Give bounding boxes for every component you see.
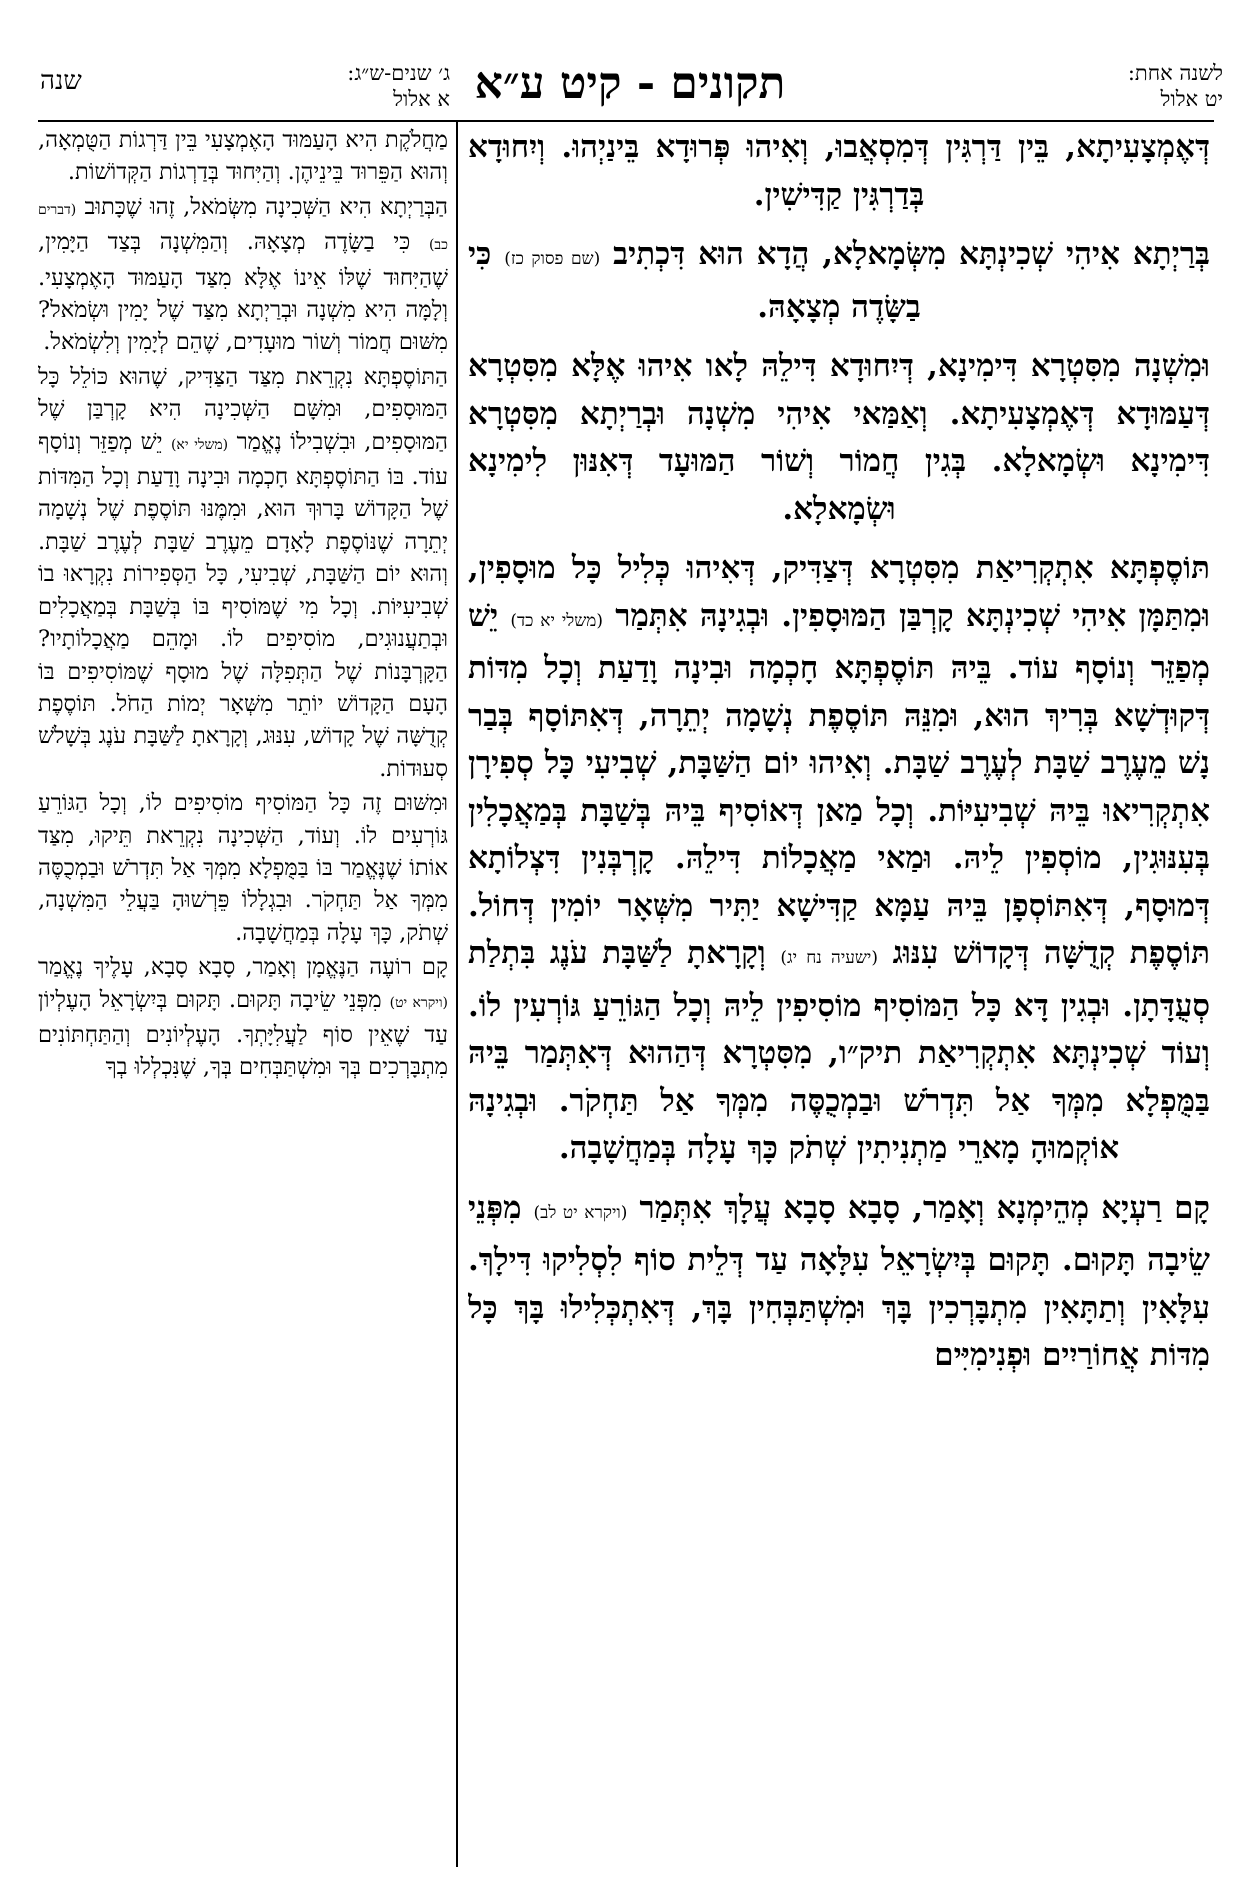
- aramaic-text-column: [468, 124, 1210, 1876]
- header-schedule-right: [1003, 60, 1223, 112]
- main-paragraph-5: קָם רַעְיָא מְהֵימְנָא וְאָמַר, סָבָא סָבָא עֲלָךְ אִתְּמַר (ויקרא יט לב) מִפְּנֵי שֵׂיבָה תָּקוּם. תָּקוּם בְּיִשְׂרָאֵל עִלָּאָה עַד דְּלֵית סוֹף לִסְלִיקוּ דִּילָךְ. עִלָּאִין וְתַתָּאִין מִתְבָּרְכִין בָּךְ וּמִשְׁתַּבְּחִין בָּךְ, דְּאִתְכְּלִילוּ בָּךְ כָּל מִדּוֹת אֲחוֹרַיִים וּפְנִימִיִּים: [468, 1189, 1210, 1373]
- side-paragraph-1: מַחֲלֹקֶת הִיא הָעַמּוּד הָאֶמְצָעִי בֵּין דַּרְגוֹת הַטֻּמְאָה, וְהוּא הַפֵּרוּד בֵּינֵיהֶן. וְהַיִּחוּד בְּדַרְגוֹת הַקְּדוֹשׁוֹת.: [38, 127, 448, 186]
- verse-reference: (משלי יא): [170, 436, 229, 453]
- side-paragraph-3: הַתּוֹסֶפְתָּא נִקְרֵאת מִצַּד הַצַּדִּיק, שֶׁהוּא כּוֹלֵל כָּל הַמּוּסָפִים, וּמִשָּׁם הַשְּׁכִינָה הִיא קָרְבַּן שֶׁל הַמּוּסָפִים, וּבִשְׁבִילוֹ נֶאֱמַר (משלי יא) יֵשׁ מְפַזֵּר וְנוֹסָף עוֹד. בּוֹ הַתּוֹסֶפְתָּא חָכְמָה וּבִינָה וָדַעַת וְכָל הַמִּדּוֹת שֶׁל הַקָּדוֹשׁ בָּרוּךְ הוּא, וּמִמֶּנּוּ תּוֹסֶפֶת שֶׁל נְשָׁמָה יְתֵרָה שֶׁנּוֹסֶפֶת לָאָדָם מֵעֶרֶב שַׁבָּת לְעֶרֶב שַׁבָּת. וְהוּא יוֹם הַשַּׁבָּת, שְׁבִיעִי, כָּל הַסְּפִירוֹת נִקְרָאוּ בוֹ שְׁבִיעִיּוֹת. וְכָל מִי שֶׁמּוֹסִיף בּוֹ בְּשַׁבָּת בְּמַאֲכָלִים וּבְתַעֲנוּגִים, מוֹסִיפִים לוֹ. וּמָהֵם מַאֲכָלוֹתָיו? הַקָּרְבָּנוֹת שֶׁל הַתְּפִלָּה שֶׁל מוּסָף שֶׁמּוֹסִיפִים בּוֹ הָעָם הַקָּדוֹשׁ יוֹתֵר מִשְּׁאָר יְמוֹת הַחֹל. תּוֹסֶפֶת קְדֻשָּׁה שֶׁל קָדוֹשׁ, עִנּוּג, וְקָרָאתָ לַשַּׁבָּת עֹנֶג בְּשָׁלֹשׁ סְעוּדוֹת.: [38, 363, 448, 782]
- header-year-label: שנה: [40, 66, 82, 96]
- verse-reference: (משלי יא כד): [510, 610, 603, 631]
- header-schedule-left-line1: ג׳ שנים-ש״ג:: [347, 61, 450, 85]
- main-paragraph-4: תּוֹסֶפְתָּא אִתְקְרִיאַת מִסִּטְרָא דְּצַדִּיק, דְּאִיהוּ כְּלִיל כָּל מוּסָפִין, וּמִתַּמָּן אִיהִי שְׁכִינְתָּא קָרְבַּן הַמּוּסָפִין. וּבְגִינָהּ אִתְּמַר (משלי יא כד) יֵשׁ מְפַזֵּר וְנוֹסָף עוֹד. בֵּיהּ תּוֹסֶפְתָּא חָכְמָה וּבִינָה וָדַעַת וְכָל מִדּוֹת דְּקוּדְשָׁא בְּרִיךְ הוּא, וּמִנֵּהּ תּוֹסֶפֶת נְשָׁמָה יְתֵרָה, דְּאִתּוֹסָף בְּבַר נָשׁ מֵעֶרֶב שַׁבָּת לְעֶרֶב שַׁבָּת. וְאִיהוּ יוֹם הַשַּׁבָּת, שְׁבִיעִי כָּל סְפִירָן אִתְקְרִיאוּ בֵּיהּ שְׁבִיעִיּוֹת. וְכָל מַאן דְּאוֹסִיף בֵּיהּ בְּשַׁבָּת בְּמַאֲכָלִין בְּעִנּוּגִין, מוֹסְפִין לֵיהּ. וּמַאי מַאֲכָלוֹת דִּילֵהּ. קָרְבְּנִין דִּצְלוֹתָא דְּמוּסָף, דְּאִתּוֹסְפָן בֵּיהּ עַמָּא קַדִּישָׁא יַתִּיר מִשְּׁאָר יוֹמִין דְּחוֹל. תּוֹסֶפֶת קְדֻשָּׁה דְּקָדוֹשׁ עִנּוּג (ישעיה נח יג) וְקָרָאתָ לַשַּׁבָּת עֹנֶג בִּתְלַת סְעֻדָּתָן. וּבְגִין דָּא כָּל הַמּוֹסִיף מוֹסִיפִין לֵיהּ וְכָל הַגּוֹרֵעַ גּוֹרְעִין לוֹ. וְעוֹד שְׁכִינְתָּא אִתְקְרִיאַת תיק״ו, מִסִּטְרָא דְּהַהוּא דְּאִתְּמַר בֵּיהּ בַּמֻּפְלָא מִמְּךָ אַל תִּדְרֹשׁ וּבַמְכֻסֶּה מִמְּךָ אַל תַּחְקֹר. וּבְגִינָהּ אוֹקְמוּהָ מָארֵי מַתְנִיתִין שְׁתֹק כָּךְ עָלָה בְּמַחֲשָׁבָה.: [468, 550, 1210, 1166]
- side-paragraph-2: הַבְּרַיְתָא הִיא הַשְּׁכִינָה מִשְּׂמֹאל, זֶהוּ שֶׁכָּתוּב (דברים כב) כִּי בַשָּׂדֶה מְצָאָהּ. וְהַמִּשְׁנָה בְּצַד הַיָּמִין, שֶׁהַיִּחוּד שֶׁלּוֹ אֵינוֹ אֶלָּא מִצַּד הָעַמּוּד הָאֶמְצָעִי. וְלָמָּה הִיא מִשְׁנָה וּבְרַיְתָא מִצַּד שֶׁל יָמִין וּשְׂמֹאל? מִשּׁוּם חֲמוֹר וְשׁוֹר מוּעָדִים, שֶׁהֵם לְיָמִין וְלִשְׂמֹאל.: [38, 193, 448, 356]
- page-header: [0, 0, 1253, 110]
- header-schedule-left: [150, 60, 450, 112]
- header-schedule-right-line1: לשנה אחת:: [1127, 61, 1223, 85]
- main-paragraph-2: בְּרַיְתָא אִיהִי שְׁכִינְתָּא מִשְּׂמָאלָא, הֲדָא הוּא דִּכְתִיב (שם פסוק כז) כִּי בַשָּׂדֶה מְצָאָהּ.: [468, 236, 1210, 325]
- verse-reference: (שם פסוק כז): [504, 249, 601, 269]
- verse-reference: (דברים כב): [38, 201, 448, 254]
- page-title: תקונים - קיט ע״א: [474, 58, 786, 109]
- hebrew-translation-column: [38, 124, 448, 1876]
- main-paragraph-1: דְּאֶמְצָעִיתָא, בֵּין דַּרְגִּין דְּמִסְאֲבוּ, וְאִיהוּ פְּרוּדָא בֵּינַיְהוּ. וְיִחוּדָא בְּדַרְגִּין קַדִּישִׁין.: [468, 129, 1210, 213]
- main-paragraph-3: וּמִשְׁנָה מִסִּטְרָא דִּימִינָא, דְּיִחוּדָא דִּילֵהּ לָאו אִיהוּ אֶלָּא מִסִּטְרָא דְּעַמּוּדָא דְּאֶמְצָעִיתָא. וְאַמַּאי אִיהִי מִשְׁנָה וּבְרַיְתָא מִסִּטְרָא דִּימִינָא וּשְׂמָאלָא. בְּגִין חֲמוֹר וְשׁוֹר הַמּוּעָד דְּאִנּוּן לִימִינָא וּשְׂמָאלָא.: [468, 348, 1210, 527]
- verse-reference: (ישעיה נח יג): [780, 948, 879, 968]
- verse-reference: (ויקרא יט לב): [533, 1202, 628, 1223]
- header-rule: [38, 120, 1214, 122]
- header-schedule-right-line2: יט אלול: [1160, 87, 1223, 111]
- side-paragraph-5: קָם רוֹעֶה הַנֶּאֱמָן וְאָמַר, סָבָא סָבָא, עָלֶיךָ נֶאֱמַר (ויקרא יט) מִפְּנֵי שֵׂיבָה תָּקוּם. תָּקוּם בְּיִשְׂרָאֵל הָעֶלְיוֹן עַד שֶׁאֵין סוֹף לַעֲלִיָּתְךָ. הָעֶלְיוֹנִים וְהַתַּחְתּוֹנִים מִתְבָּרְכִים בְּךָ וּמִשְׁתַּבְּחִים בְּךָ, שֶׁנִּכְלְלוּ בְךָ: [38, 954, 448, 1081]
- verse-reference: (ויקרא יט): [389, 994, 448, 1011]
- header-schedule-left-line2: א אלול: [393, 87, 450, 111]
- side-paragraph-4: וּמִשּׁוּם זֶה כָּל הַמּוֹסִיף מוֹסִיפִים לוֹ, וְכָל הַגּוֹרֵעַ גּוֹרְעִים לוֹ. וְעוֹד, הַשְּׁכִינָה נִקְרֵאת תֵּיקוּ, מִצַּד אוֹתוֹ שֶׁנֶּאֱמַר בּוֹ בַּמֻּפְלָא מִמְּךָ אַל תִּדְרֹשׁ וּבַמְכֻסֶּה מִמְּךָ אַל תַּחְקֹר. וּבִגְלָלוֹ פֵּרְשׁוּהָ בַּעֲלֵי הַמִּשְׁנָה, שְׁתֹק, כָּךְ עָלָה בְּמַחֲשָׁבָה.: [38, 790, 448, 946]
- column-separator: [456, 122, 458, 1867]
